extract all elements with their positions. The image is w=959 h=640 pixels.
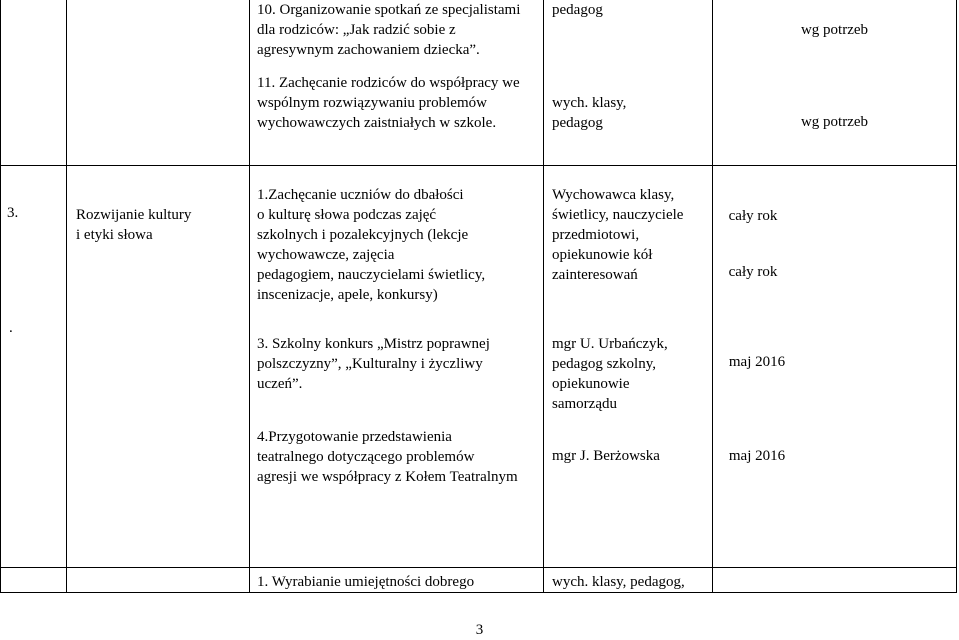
task-10-deadline: wg potrzeb xyxy=(800,22,869,38)
task-4-text: 4.Przygotowanie przedstawienia teatralnego dotyczącego problemów agresji we współpracy z Kołem Teatralnym xyxy=(257,429,518,485)
task-1-text: 1.Zachęcanie uczniów do dbałości o kulturę słowa podczas zajęć szkolnych i pozalekcyjnych (lekcje wychowawcze, zajęcia pedagogiem, nauczycielami świetlicy, inscenizacje, apele, konkursy) xyxy=(257,187,486,303)
task-1-deadline-2: cały rok xyxy=(728,264,778,280)
task-11-responsible: wych. klasy, pedagog xyxy=(552,95,627,131)
column-divider-2 xyxy=(249,0,250,593)
task-11-text: 11. Zachęcanie rodziców do współpracy we wspólnym rozwiązywaniu problemów wychowawczych zaistniałych w szkole. xyxy=(257,75,520,131)
task-10-responsible: pedagog xyxy=(552,2,603,18)
table-border-right xyxy=(956,0,957,593)
column-divider-1 xyxy=(66,0,67,593)
task-10-text: 10. Organizowanie spotkań ze specjalistami dla rodziców: „Jak radzić sobie z agresywnym zachowaniem dziecka”. xyxy=(257,2,521,58)
task-1-deadline: cały rok xyxy=(728,208,778,224)
row-divider-section3-bottom xyxy=(0,567,957,568)
task-3-responsible: mgr U. Urbańczyk, pedagog szkolny, opiekunowie samorządu xyxy=(552,336,668,412)
section-number: 3. xyxy=(7,205,19,221)
task-1-responsible: Wychowawca klasy, świetlicy, nauczyciele przedmiotowi, opiekunowie kół zainteresowań xyxy=(552,187,684,283)
next-task-text: 1. Wyrabianie umiejętności dobrego xyxy=(257,574,475,590)
row-divider-section3-top xyxy=(0,165,957,166)
section-area-title: Rozwijanie kultury i etyki słowa xyxy=(76,207,192,243)
task-4-responsible: mgr J. Berżowska xyxy=(552,448,660,464)
task-3-deadline: maj 2016 xyxy=(728,354,786,370)
task-11-deadline: wg potrzeb xyxy=(800,114,869,130)
table-border-bottom xyxy=(0,592,957,593)
section-dot: . xyxy=(9,320,13,336)
page-number: 3 xyxy=(475,622,484,638)
task-3-text: 3. Szkolny konkurs „Mistrz poprawnej polszczyzny”, „Kulturalny i życzliwy uczeń”. xyxy=(257,336,490,392)
column-divider-3 xyxy=(543,0,544,593)
task-4-deadline: maj 2016 xyxy=(728,448,786,464)
column-divider-4 xyxy=(712,0,713,593)
next-task-responsible: wych. klasy, pedagog, xyxy=(552,574,685,590)
table-border-left xyxy=(0,0,1,593)
